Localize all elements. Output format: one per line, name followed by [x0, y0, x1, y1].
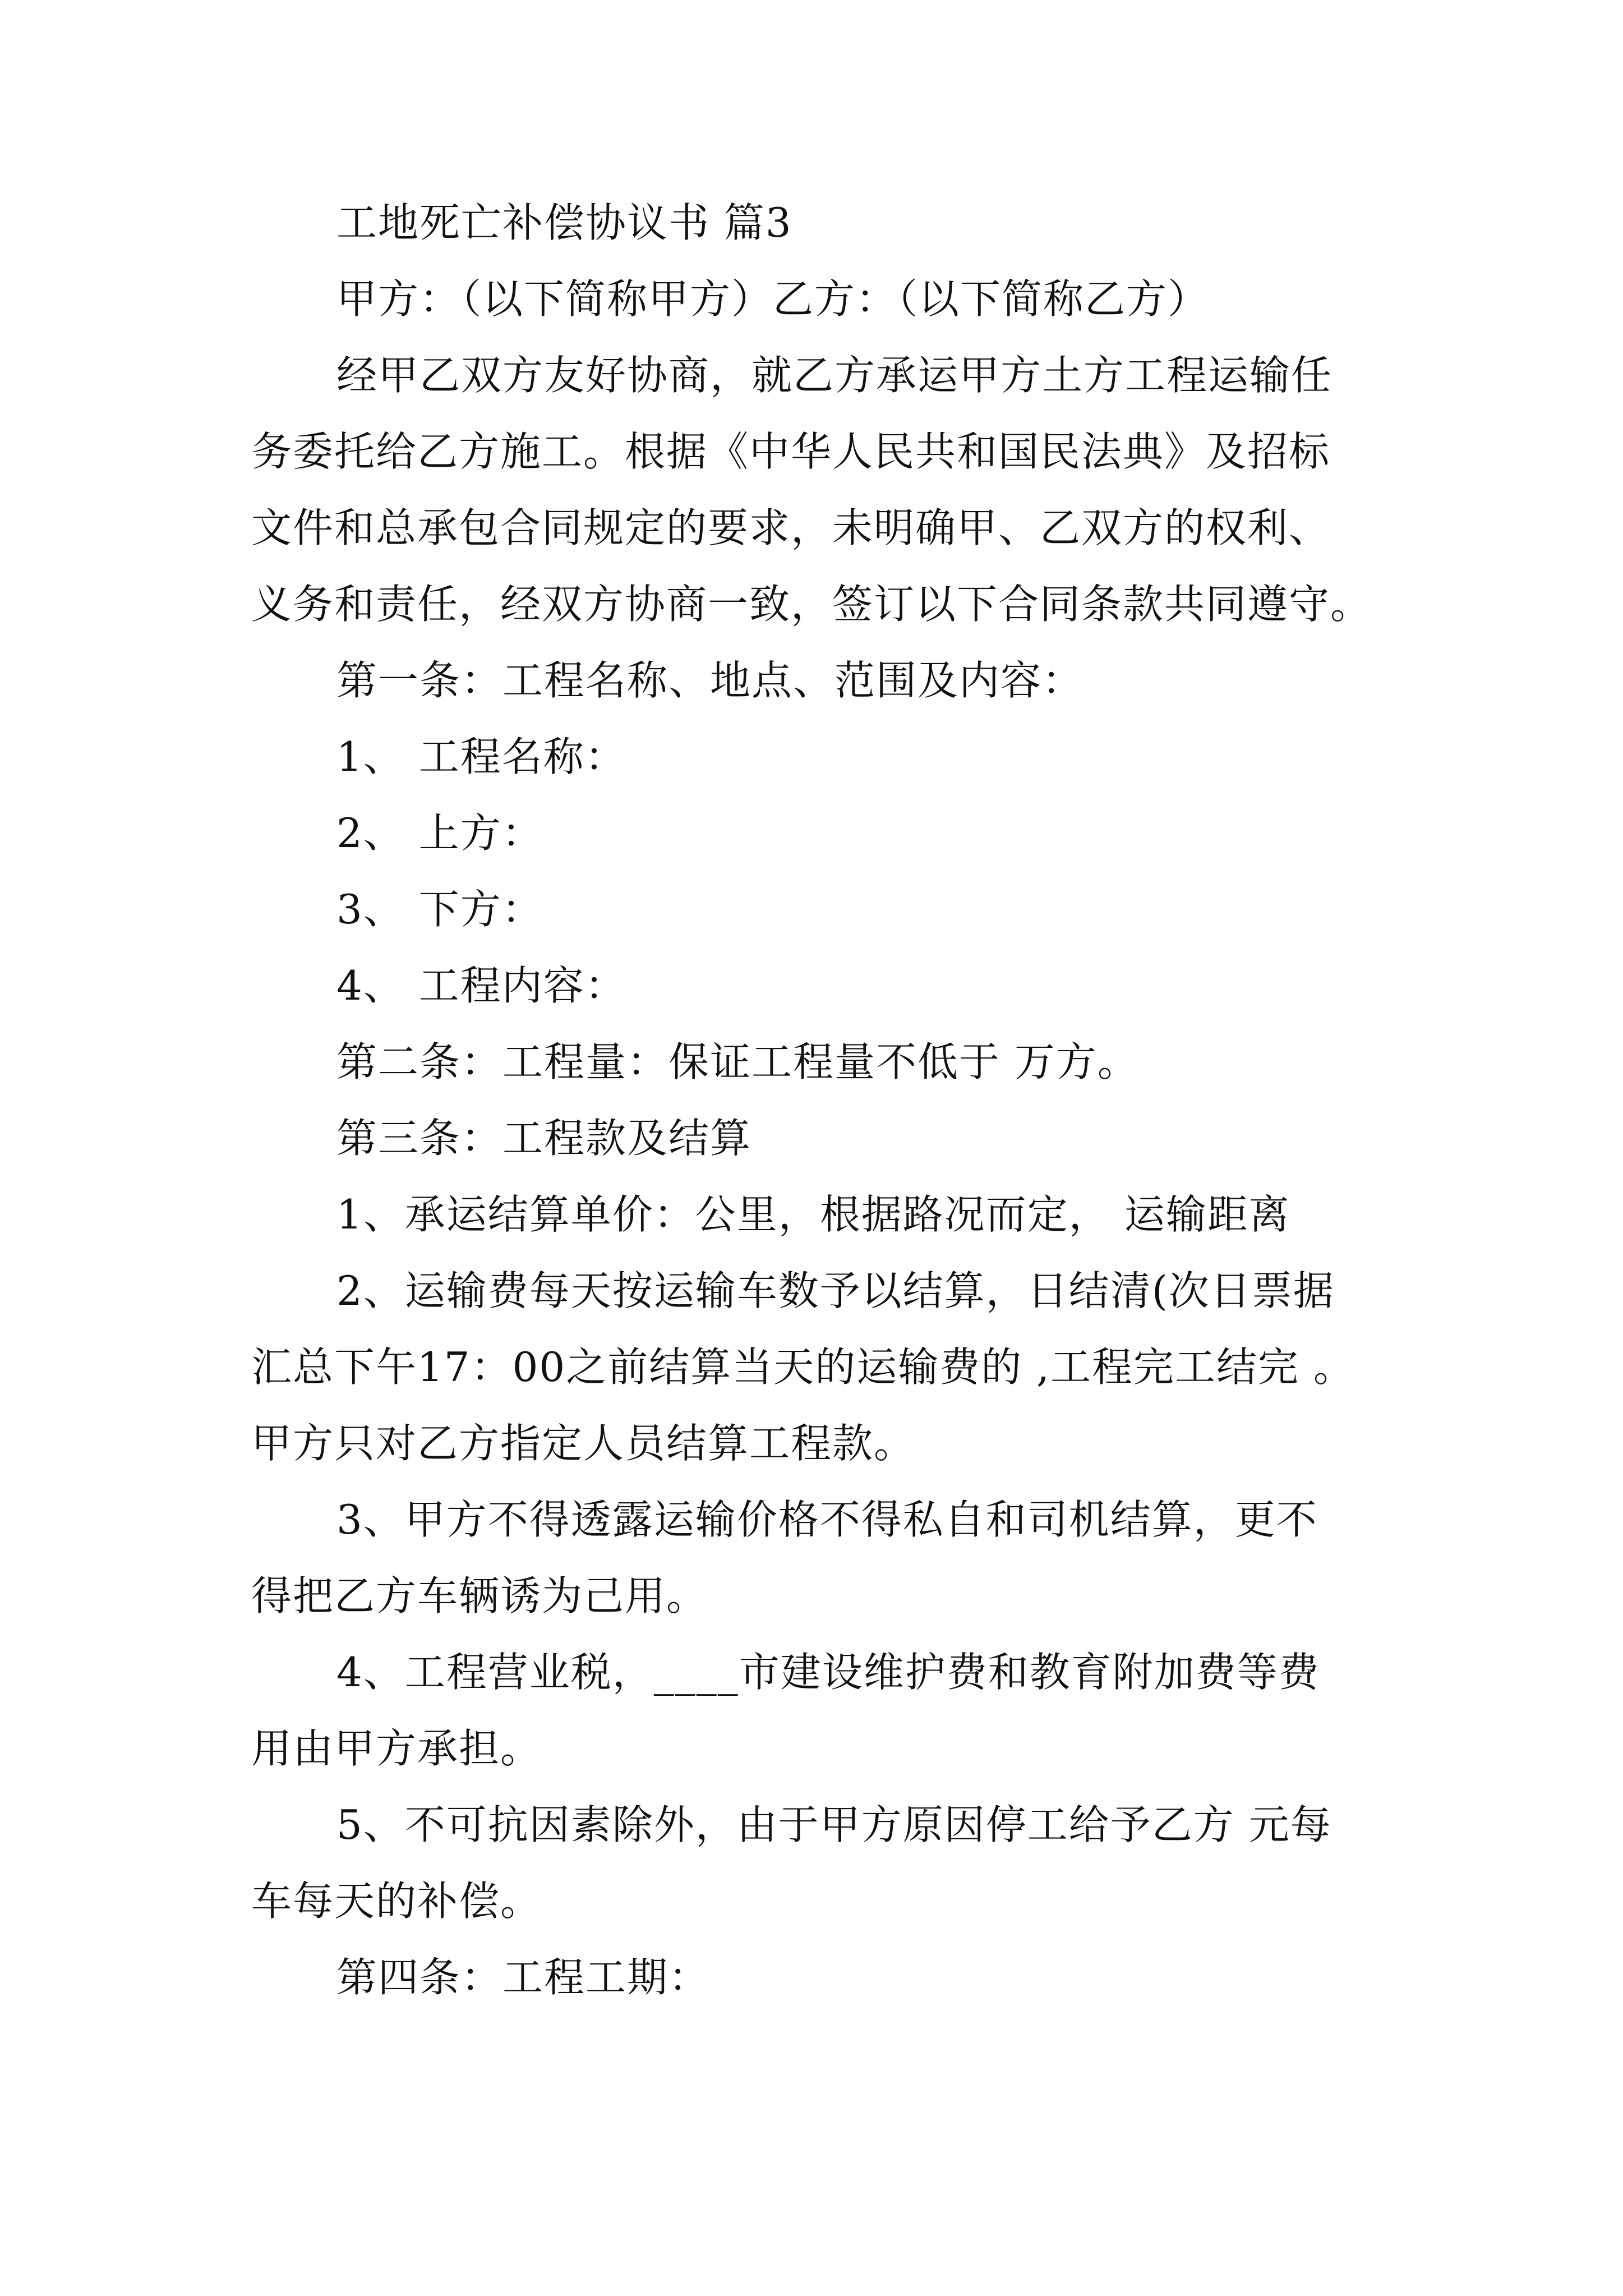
- list-item: 3、甲方不得透露运输价格不得私自和司机结算，更不: [336, 1496, 1318, 1543]
- paragraph-line: 经甲乙双方友好协商，就乙方承运甲方土方工程运输任: [336, 352, 1333, 399]
- list-item: 4、工程营业税，____市建设维护费和教育附加费等费: [336, 1649, 1320, 1696]
- paragraph-line: 汇总下午17：00之前结算当天的运输费的 ,工程完工结完 。: [251, 1343, 1355, 1391]
- list-item: 2、 上方：: [336, 809, 543, 857]
- list-item: 1、承运结算单价：公里，根据路况而定， 运输距离: [336, 1191, 1290, 1238]
- paragraph-line: 得把乙方车辆诱为己用。: [251, 1572, 708, 1619]
- paragraph-line: 甲方只对乙方指定人员结算工程款。: [251, 1420, 916, 1467]
- list-item: 3、 下方：: [336, 886, 543, 933]
- list-item: 1、 工程名称：: [336, 733, 626, 780]
- article-heading: 第一条：工程名称、地点、范围及内容：: [336, 657, 1084, 704]
- article-heading: 第四条：工程工期：: [336, 1954, 711, 2001]
- paragraph-line: 用由甲方承担。: [251, 1725, 542, 1772]
- paragraph-line: 文件和总承包合同规定的要求，未明确甲、乙双方的权利、: [251, 504, 1331, 551]
- paragraph-line: 务委托给乙方施工。根据《中华人民共和国民法典》及招标: [251, 428, 1331, 475]
- list-item: 4、 工程内容：: [336, 962, 626, 1009]
- list-item: 5、不可抗因素除外，由于甲方原因停工给予乙方 元每: [336, 1801, 1332, 1848]
- parties-line: 甲方：（以下简称甲方）乙方：（以下简称乙方）: [336, 275, 1210, 323]
- paragraph-line: 车每天的补偿。: [251, 1878, 542, 1925]
- list-item: 2、运输费每天按运输车数予以结算，日结清(次日票据: [336, 1267, 1335, 1314]
- article-heading: 第三条：工程款及结算: [336, 1115, 752, 1162]
- paragraph-line: 义务和责任，经双方协商一致，签订以下合同条款共同遵守。: [251, 581, 1372, 628]
- document-title: 工地死亡补偿协议书 篇3: [336, 199, 792, 246]
- article-heading: 第二条：工程量：保证工程量不低于 万方。: [336, 1038, 1139, 1085]
